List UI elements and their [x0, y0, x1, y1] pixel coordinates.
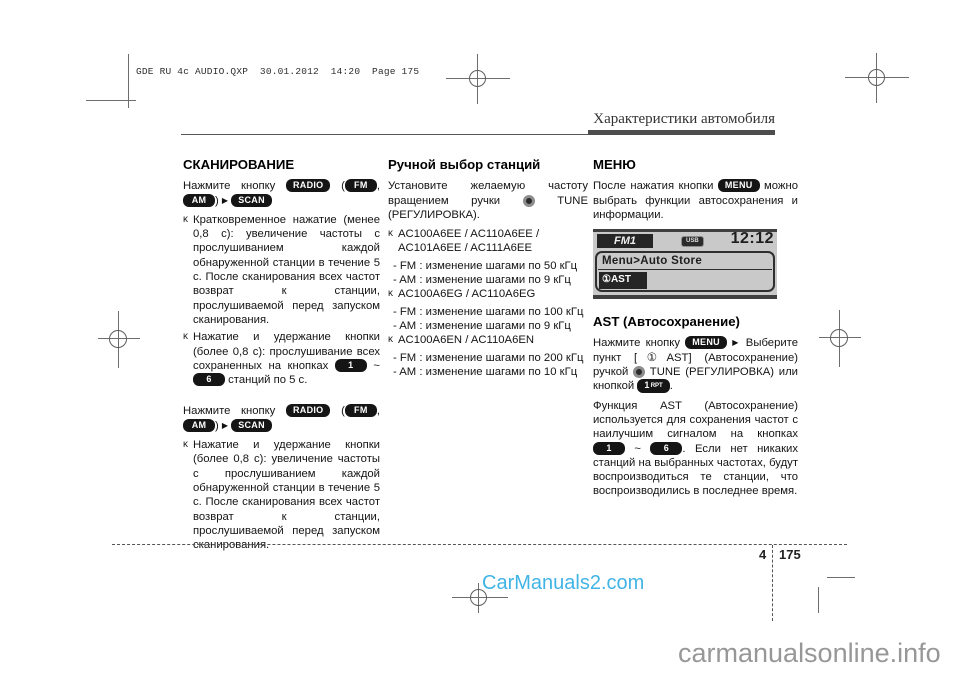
bullet-text — [193, 438, 380, 552]
text: - FM : изменение шагами по 100 кГц — [393, 305, 584, 318]
text: Нажмите кнопку — [183, 405, 286, 418]
footer-dashed-divider — [772, 545, 773, 621]
badge-sub-label: RPT — [650, 383, 663, 390]
button-badge-1-rpt: 1RPT — [637, 379, 669, 393]
button-badge-6: 6 — [650, 442, 682, 455]
text: AC100A6EN / AC110A6EN — [398, 334, 535, 347]
watermark-carmanualsonline: carmanualsonline.info — [678, 638, 941, 668]
watermark-carmanuals2: CarManuals2.com — [482, 572, 645, 594]
arrow-icon: ▶ — [221, 420, 229, 430]
display-band-indicator: FM1 — [597, 234, 653, 248]
bullet-text — [193, 213, 380, 327]
button-badge-radio: RADIO — [286, 404, 331, 417]
bullet-item — [388, 287, 588, 301]
footer-dashed-rule — [112, 544, 847, 545]
button-badge-1: 1 — [593, 442, 625, 455]
page-number: 175 — [779, 547, 801, 562]
arrow-icon: ▶ — [732, 338, 741, 348]
text: AC101A6EE / AC111A6EE — [398, 242, 532, 255]
text: Нажатие и удержание кнопки (более 0,8 с): увеличение частоты с прослушиванием каждой обнаруженной станции в течение 5 с. После сканирования всех частот возврат к станции, прослушиваемой перед запуском сканирования. — [193, 439, 380, 552]
section-heading: МЕНЮ — [593, 157, 636, 172]
paragraph — [388, 179, 588, 222]
button-badge-6: 6 — [193, 373, 225, 386]
text: - AM : изменение шагами по 10 кГц — [393, 365, 578, 378]
button-badge-menu: MENU — [718, 179, 760, 192]
sub-item — [388, 305, 588, 319]
bullet-marker: ĸ — [388, 288, 393, 300]
bullet-item — [183, 438, 380, 552]
text: AC100A6EG / AC110A6EG — [398, 288, 536, 301]
text: - FM : изменение шагами по 200 кГц — [393, 351, 584, 364]
button-badge-scan: SCAN — [231, 419, 272, 432]
spacer — [183, 390, 380, 404]
bullet-text — [398, 333, 588, 347]
text: можно выбрать функции автосохранения и информации. — [593, 180, 799, 221]
bullet-item — [388, 227, 588, 256]
section-subheading: AST (Автосохранение) — [593, 314, 740, 330]
bullet-item — [183, 213, 380, 327]
button-badge-radio: RADIO — [286, 179, 331, 192]
text: Нажмите кнопку — [593, 337, 686, 350]
button-badge-fm: FM — [345, 179, 377, 192]
button-badge-scan: SCAN — [231, 194, 272, 207]
text: ( — [330, 405, 345, 418]
paragraph — [593, 336, 798, 393]
usb-icon: USB — [681, 236, 704, 247]
paragraph — [183, 179, 380, 208]
text: - AM : изменение шагами по 9 кГц — [393, 319, 571, 332]
sub-item — [388, 319, 588, 333]
text: Установите желаемую частоту вращением ручки — [388, 180, 588, 207]
bullet-text — [398, 287, 588, 301]
text: ) — [215, 194, 222, 207]
radio-display-illustration — [593, 229, 777, 299]
button-badge-fm: FM — [345, 404, 377, 417]
section-heading: СКАНИРОВАНИЕ — [183, 157, 295, 172]
tune-knob-icon — [523, 195, 535, 207]
text: После нажатия кнопки — [593, 180, 718, 193]
text: AC100A6EE / AC110A6EE / — [398, 228, 540, 241]
sub-item — [388, 259, 588, 273]
text: ~ — [366, 359, 380, 372]
bullet-text — [398, 227, 588, 256]
button-badge-1: 1 — [335, 359, 367, 372]
text: ( — [330, 180, 345, 193]
bullet-marker: ĸ — [183, 213, 188, 225]
column-scanning — [183, 158, 380, 555]
bullet-item — [388, 333, 588, 347]
column-menu — [593, 158, 798, 504]
text: Нажатие и удержание кнопки (более 0,8 с): прослушивание всех сохраненных на кнопках — [193, 331, 380, 372]
text: Выберите пункт [①AST] (Автосохранение) ручкой — [593, 337, 799, 379]
section-heading: Ручной выбор станций — [388, 157, 541, 172]
menu-breadcrumb: Menu>Auto Store — [598, 253, 772, 270]
tune-knob-icon — [633, 366, 645, 378]
text: . — [669, 380, 673, 393]
text: , — [376, 180, 380, 193]
menu-item-ast: ①AST — [599, 272, 647, 289]
button-badge-menu: MENU — [685, 336, 727, 349]
bullet-item — [183, 330, 380, 387]
paragraph — [593, 179, 798, 222]
display-menu-panel — [595, 251, 775, 292]
text: Кратковременное нажатие (менее 0,8 с): увеличение частоты с прослушиванием каждой обнаруженной станции в течение 5 с. После сканирования всех частот возврат к станции, прослушиваемой перед запуском сканирования. — [193, 213, 380, 326]
button-badge-am: AM — [183, 194, 215, 207]
text: TUNE (РЕГУЛИРОВКА) или кнопкой — [593, 366, 798, 393]
text: Нажмите кнопку — [183, 180, 286, 193]
text: ~ — [625, 442, 651, 455]
paragraph — [593, 399, 798, 499]
sub-item — [388, 273, 588, 287]
text: , — [376, 405, 380, 418]
paragraph — [183, 404, 380, 433]
text: . Если нет никаких станций на выбранных частотах, будут воспроизводиться те станции, что воспроизводились в последнее время. — [593, 442, 798, 498]
header-rule-bar — [588, 130, 775, 135]
print-slug: GDE RU 4c AUDIO.QXP 30.01.2012 14:20 Page 175 — [136, 66, 420, 77]
bullet-marker: ĸ — [388, 228, 393, 240]
bullet-marker: ĸ — [388, 334, 393, 346]
button-badge-am: AM — [183, 419, 215, 432]
text: - FM : изменение шагами по 50 кГц — [393, 259, 578, 272]
bullet-marker: ĸ — [183, 331, 188, 343]
bullet-text — [193, 330, 380, 387]
chapter-title: Характеристики автомобиля — [593, 111, 775, 127]
text: Функция AST (Автосохранение) используется для сохранения частот с наилучшим сигналом на кнопках — [593, 399, 798, 441]
text: TUNE (РЕГУЛИРОВКА). — [388, 194, 588, 221]
sub-item — [388, 351, 588, 365]
sub-item — [388, 365, 588, 379]
text: ) — [215, 419, 222, 432]
section-number: 4 — [759, 547, 767, 562]
bullet-marker: ĸ — [183, 439, 188, 451]
text: станций по 5 с. — [225, 374, 308, 387]
arrow-icon: ▶ — [221, 195, 229, 205]
column-manual-tuning — [388, 158, 588, 379]
display-clock: 12:12 — [730, 230, 774, 248]
text: - AM : изменение шагами по 9 кГц — [393, 274, 571, 287]
crop-mark — [86, 100, 136, 101]
